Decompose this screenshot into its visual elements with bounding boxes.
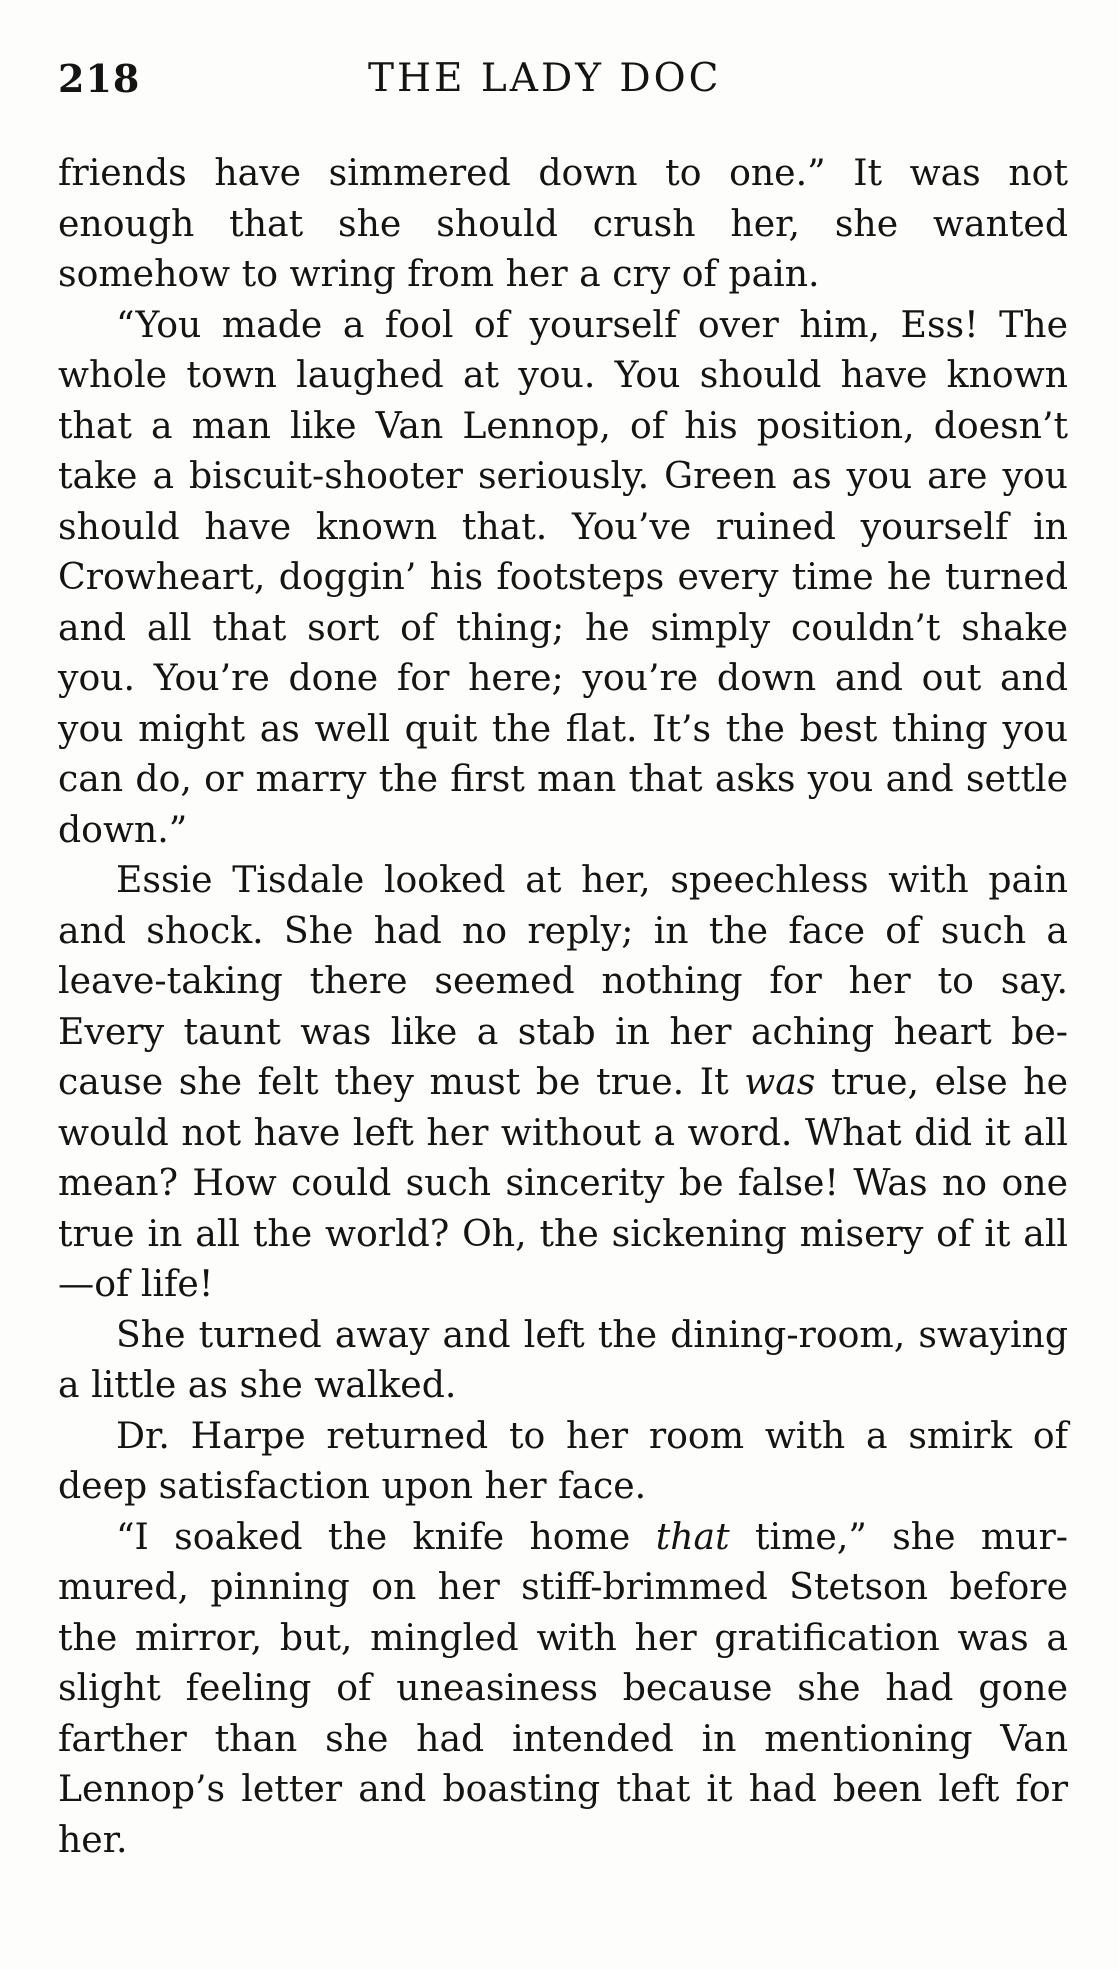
italic-emphasis: was <box>744 1060 816 1103</box>
paragraph-text: Essie Tisdale looked at her, speechless with pain and shock. She had no reply; in the face of such a leave-taking there seemed nothing for her to say. Every taunt was like a stab in her aching heart because she felt they must be true. It <box>58 858 1068 1103</box>
paragraph-text: time,” she murmured, pinning on her stiff-brimmed Stetson before the mirror, but, mingled with her gratification was a slight feeling of uneasiness because she had gone farther than she had intended in mentioning Van Lennop’s letter and boasting that it had been left for her. <box>58 1514 1068 1861</box>
running-head <box>58 56 1068 112</box>
paragraph <box>58 1512 1068 1866</box>
paragraph-text: She turned away and left the dining-room, swaying a little as she walked. <box>58 1312 1068 1406</box>
italic-emphasis: that <box>655 1514 730 1558</box>
paragraph <box>58 148 1068 300</box>
paragraph-text: “I soaked the knife home <box>116 1514 656 1558</box>
page-number: 218 <box>58 56 141 101</box>
paragraph-text: Dr. Harpe returned to her room with a smirk of deep satisfaction upon her face. <box>58 1413 1068 1507</box>
paragraph-text: true, else he would not have left her without a word. What did it all mean? How could such sincerity be false! Was no one true in all the world? Oh, the sickening misery of it all—of life! <box>58 1060 1068 1305</box>
paragraph <box>58 300 1068 856</box>
paragraph-text: “You made a fool of yourself over him, Ess! The whole town laughed at you. You should have known that a man like Van Lennop, of his position, doesn’t take a biscuit-shooter seriously. Green as you are you should have known that. You’ve ruined yourself in Crowheart, doggin’ his footsteps every time he turned and all that sort of thing; he simply couldn’t shake you. You’re done for here; you’re down and out and you might as well quit the flat. It’s the best thing you can do, or marry the first man that asks you and settle down.” <box>58 302 1068 851</box>
paragraph-text: friends have simmered down to one.” It was not enough that she should crush her, she wanted somehow to wring from her a cry of pain. <box>58 151 1068 295</box>
body-text <box>58 148 1068 1865</box>
paragraph <box>58 855 1068 1310</box>
paragraph <box>58 1411 1068 1512</box>
paragraph <box>58 1310 1068 1411</box>
running-title: THE LADY DOC <box>368 56 722 101</box>
